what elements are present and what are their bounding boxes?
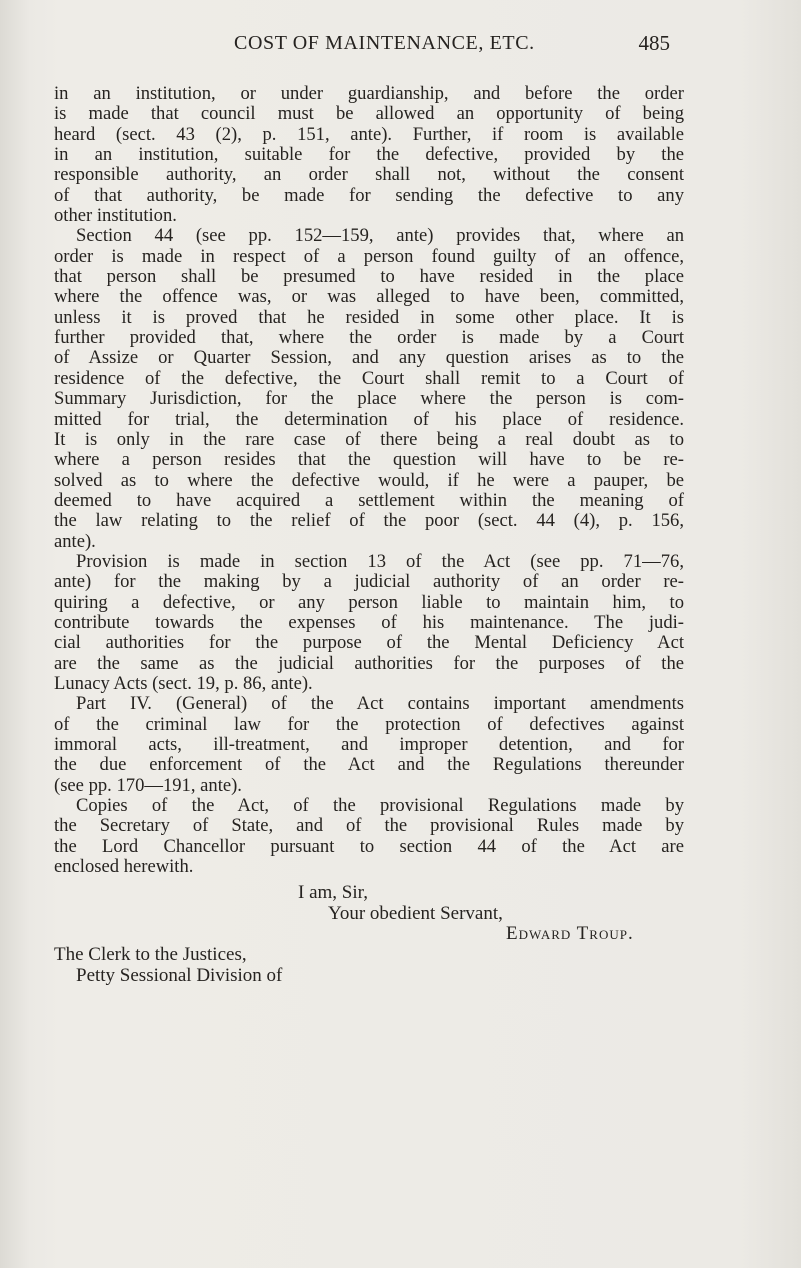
text-line: immoral acts, ill-treatment, and improper detention, and for bbox=[54, 734, 684, 755]
text-line: where the offence was, or was alleged to have been, committed, bbox=[54, 286, 684, 308]
text-line: (see pp. 170—191, ante). bbox=[54, 774, 242, 796]
text-line: Lunacy Acts (sect. 19, p. 86, ante). bbox=[54, 672, 313, 694]
text-line: are the same as the judicial authorities for the purposes of the bbox=[54, 652, 684, 674]
page-header bbox=[234, 32, 670, 62]
text-line: ante). bbox=[54, 530, 96, 552]
text-line: heard (sect. 43 (2), p. 151, ante). Further, if room is available bbox=[54, 123, 684, 145]
text-line: residence of the defective, the Court shall remit to a Court of bbox=[54, 367, 684, 389]
text-line: where a person resides that the question will have to be re- bbox=[54, 449, 684, 471]
text-line: of Assize or Quarter Session, and any question arises as to the bbox=[54, 347, 684, 369]
text-line: cial authorities for the purpose of the Mental Deficiency Act bbox=[54, 632, 684, 654]
text-line: contribute towards the expenses of his maintenance. The judi- bbox=[54, 611, 684, 633]
text-line: responsible authority, an order shall not, without the consent bbox=[54, 164, 684, 186]
signature: Edward Troup. bbox=[506, 923, 634, 944]
salutation: Your obedient Servant, bbox=[328, 903, 503, 924]
text-line: Summary Jurisdiction, for the place where the person is com- bbox=[54, 388, 684, 410]
text-line: mitted for trial, the determination of his place of residence. bbox=[54, 408, 684, 430]
closing: I am, Sir, bbox=[298, 882, 368, 903]
text-line: deemed to have acquired a settlement within the meaning of bbox=[54, 489, 684, 511]
text-line: is made that council must be allowed an opportunity of being bbox=[54, 103, 684, 125]
text-line: Section 44 (see pp. 152—159, ante) provides that, where an bbox=[76, 225, 684, 247]
text-line: solved as to where the defective would, if he were a pauper, be bbox=[54, 469, 684, 491]
text-line: quiring a defective, or any person liable to maintain him, to bbox=[54, 591, 684, 613]
page-number: 485 bbox=[638, 31, 670, 55]
text-line: enclosed herewith. bbox=[54, 856, 194, 878]
text-line: of that authority, be made for sending the defective to any bbox=[54, 184, 684, 206]
text-line: Provision is made in section 13 of the Act (see pp. 71—76, bbox=[76, 550, 684, 572]
text-line: that person shall be presumed to have resided in the place bbox=[54, 266, 684, 288]
text-line: the Secretary of State, and of the provisional Rules made by bbox=[54, 815, 684, 837]
text-line: the law relating to the relief of the poor (sect. 44 (4), p. 156, bbox=[54, 510, 684, 532]
text-line: It is only in the rare case of there being a real doubt as to bbox=[54, 428, 684, 450]
text-line: other institution. bbox=[54, 205, 177, 227]
text-line: Copies of the Act, of the provisional Regulations made by bbox=[76, 795, 684, 817]
running-title: COST OF MAINTENANCE, ETC. bbox=[234, 32, 535, 54]
text-line: in an institution, suitable for the defective, provided by the bbox=[54, 144, 684, 166]
text-line: the due enforcement of the Act and the Regulations thereunder bbox=[54, 754, 684, 776]
addressee-line-2: Petty Sessional Division of bbox=[76, 965, 283, 986]
text-line: of the criminal law for the protection of defectives against bbox=[54, 713, 684, 735]
text-line: the Lord Chancellor pursuant to section 44 of the Act are bbox=[54, 835, 684, 857]
text-line: ante) for the making by a judicial authority of an order re- bbox=[54, 571, 684, 593]
text-line: Part IV. (General) of the Act contains important amendments bbox=[76, 693, 684, 715]
text-line: in an institution, or under guardianship, and before the order bbox=[54, 83, 684, 104]
text-line: order is made in respect of a person found guilty of an offence, bbox=[54, 245, 684, 267]
body-text bbox=[54, 84, 684, 877]
text-line: further provided that, where the order is made by a Court bbox=[54, 327, 684, 349]
text-line: unless it is proved that he resided in some other place. It is bbox=[54, 306, 684, 328]
addressee-line-1: The Clerk to the Justices, bbox=[54, 944, 247, 965]
